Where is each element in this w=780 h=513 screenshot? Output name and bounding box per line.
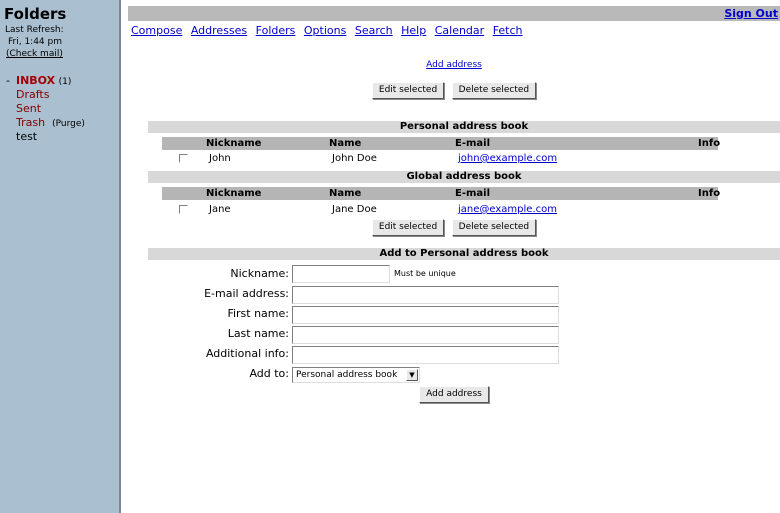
edit-selected-button[interactable]: Edit selected [372, 82, 444, 99]
top-bar [128, 6, 780, 21]
row-nickname: John [209, 153, 231, 164]
add-address-link[interactable]: Add address [426, 60, 482, 70]
additional-info-label: Additional info: [205, 347, 289, 360]
menu-addresses[interactable]: Addresses [190, 24, 248, 37]
table-row [162, 152, 718, 165]
folder-trash[interactable] [6, 116, 85, 130]
edit-selected-button-2[interactable]: Edit selected [372, 219, 444, 236]
col-email: E-mail [455, 188, 491, 199]
row-email-link[interactable]: john@example.com [458, 153, 558, 164]
additional-info-input[interactable] [292, 346, 559, 364]
chevron-down-icon[interactable]: ▼ [406, 369, 418, 381]
menu-folders[interactable]: Folders [255, 24, 296, 37]
folder-drafts-link[interactable]: Drafts [16, 88, 50, 101]
folder-inbox-link[interactable]: INBOX [16, 74, 56, 87]
table-row [162, 203, 718, 216]
menu-fetch[interactable]: Fetch [492, 24, 523, 37]
menu-calendar[interactable]: Calendar [434, 24, 485, 37]
delete-selected-button[interactable]: Delete selected [452, 82, 536, 99]
col-info: Info [698, 188, 721, 199]
col-info: Info [698, 138, 721, 149]
email-label: E-mail address: [204, 287, 289, 300]
global-book-title: Global address book [148, 171, 780, 183]
folder-test[interactable] [6, 130, 85, 144]
add-form-title: Add to Personal address book [148, 248, 780, 260]
folder-sent[interactable] [6, 102, 85, 116]
nickname-label: Nickname: [230, 267, 289, 280]
add-to-label: Add to: [249, 367, 289, 380]
col-name: Name [329, 188, 362, 199]
global-book-header [162, 187, 721, 200]
folder-list [6, 74, 85, 144]
row-checkbox[interactable] [179, 205, 188, 214]
folder-drafts[interactable] [6, 88, 85, 102]
delete-selected-button-2[interactable]: Delete selected [452, 219, 536, 236]
sign-out-link[interactable]: Sign Out [724, 7, 778, 20]
col-nickname: Nickname [206, 138, 262, 149]
add-to-selected-value: Personal address book [296, 370, 398, 380]
add-address-button[interactable]: Add address [419, 386, 489, 403]
check-mail-link[interactable]: (Check mail) [6, 49, 63, 59]
row-name: Jane Doe [332, 204, 377, 215]
folder-inbox[interactable] [6, 74, 85, 88]
col-email: E-mail [455, 138, 491, 149]
nickname-input[interactable] [292, 265, 390, 283]
personal-book-title: Personal address book [148, 121, 780, 133]
nickname-hint: Must be unique [394, 269, 456, 278]
last-name-label: Last name: [227, 327, 289, 340]
folder-test-link[interactable]: test [16, 130, 38, 143]
last-name-input[interactable] [292, 326, 559, 344]
menu-search[interactable]: Search [354, 24, 393, 37]
purge-trash-link[interactable]: (Purge) [52, 119, 85, 129]
menu-compose[interactable]: Compose [131, 24, 183, 37]
inbox-unread-count: (1) [58, 77, 72, 87]
add-to-select[interactable] [292, 367, 420, 383]
folder-marker: - [6, 74, 10, 87]
row-nickname: Jane [209, 204, 231, 215]
last-refresh-label: Last Refresh: [5, 25, 64, 35]
menu-help[interactable]: Help [401, 24, 427, 37]
folder-sent-link[interactable]: Sent [16, 102, 42, 115]
menu-options[interactable]: Options [303, 24, 347, 37]
personal-book-header [162, 137, 721, 150]
folder-trash-link[interactable]: Trash [16, 116, 46, 129]
row-name: John Doe [332, 153, 377, 164]
row-email-link[interactable]: jane@example.com [458, 204, 557, 215]
last-refresh-time: Fri, 1:44 pm [8, 37, 62, 47]
main-menu [131, 24, 528, 37]
col-name: Name [329, 138, 362, 149]
first-name-label: First name: [227, 307, 289, 320]
col-nickname: Nickname [206, 188, 262, 199]
first-name-input[interactable] [292, 306, 559, 324]
folders-title: Folders [4, 5, 67, 23]
folder-pane [0, 0, 121, 513]
email-input[interactable] [292, 286, 559, 304]
row-checkbox[interactable] [179, 154, 188, 163]
